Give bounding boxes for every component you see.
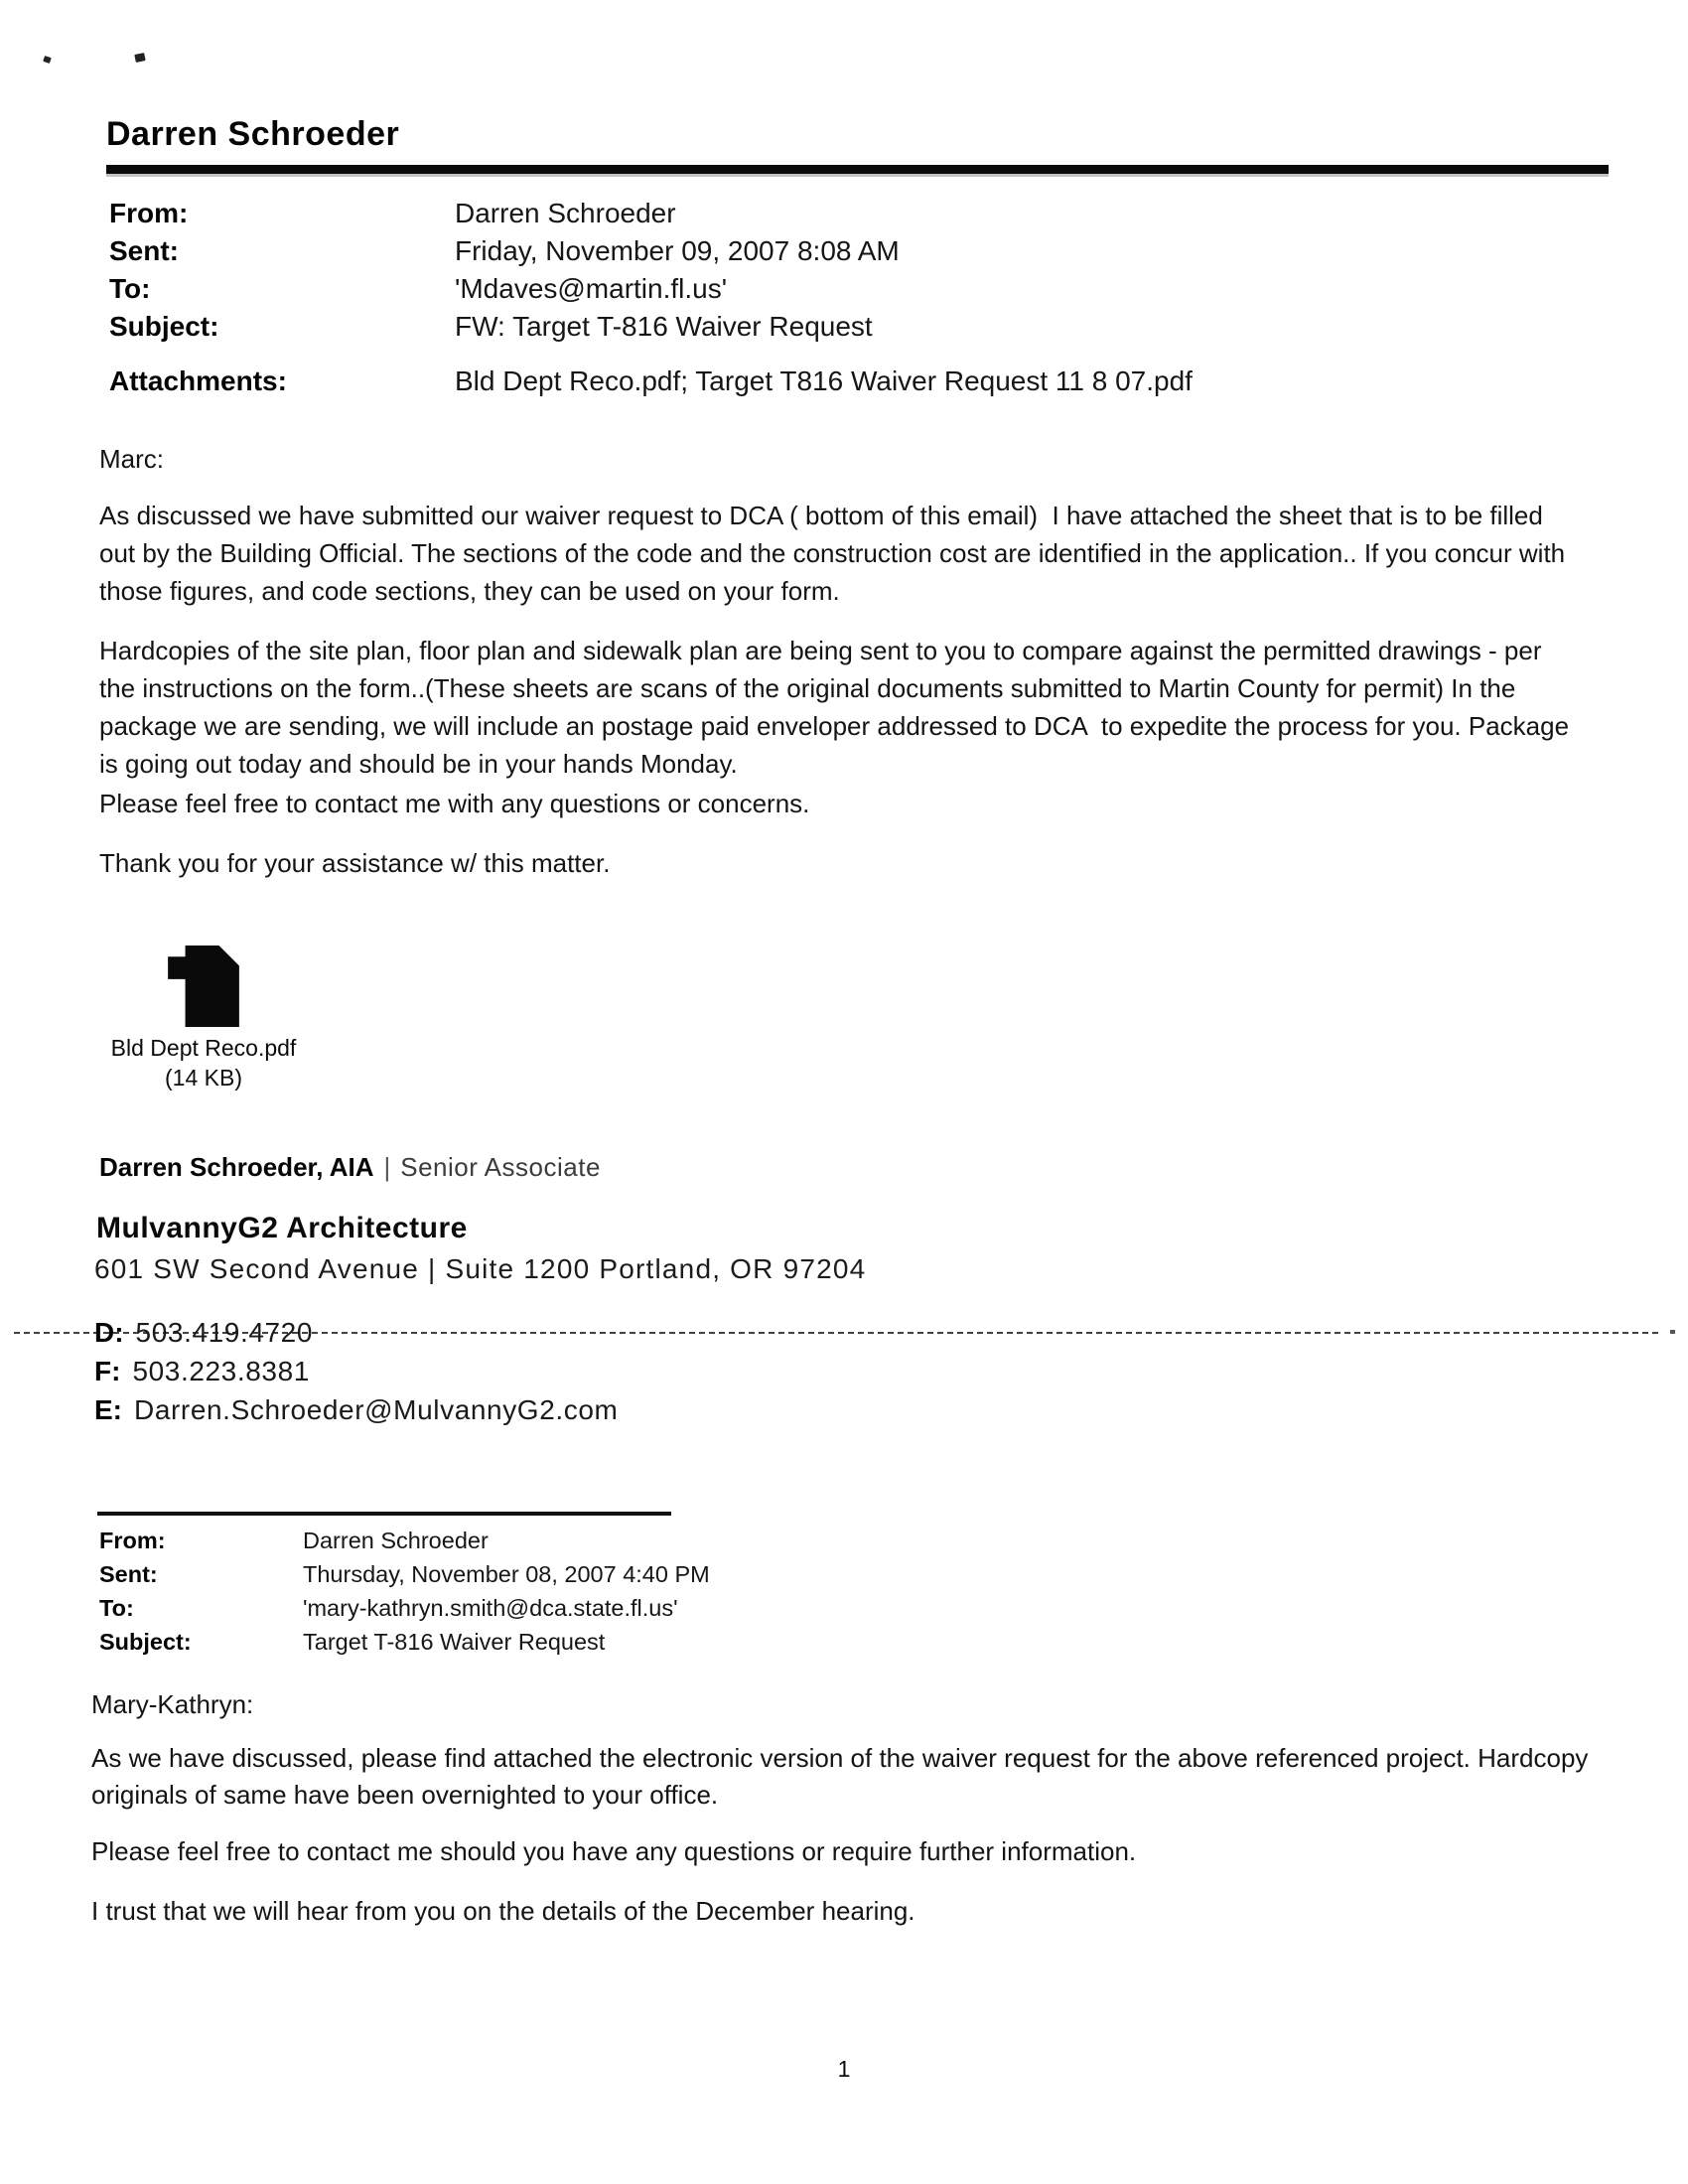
contact-fax <box>94 1352 618 1390</box>
contact-email-value: Darren.Schroeder@MulvannyG2.com <box>134 1394 619 1425</box>
attachments-label: Attachments: <box>109 365 287 396</box>
signature-company: MulvannyG2 Architecture <box>96 1212 468 1244</box>
scan-speck <box>134 53 145 63</box>
to-value: 'mary-kathryn.smith@dca.state.fl.us' <box>303 1595 678 1621</box>
contact-email-label: E: <box>94 1394 122 1425</box>
contact-direct-value: 503.419.4720 <box>135 1317 314 1348</box>
to-label: To: <box>99 1595 134 1621</box>
contact-fax-value: 503.223.8381 <box>132 1356 310 1386</box>
from-value: Darren Schroeder <box>455 198 676 228</box>
email1-greeting: Marc: <box>99 444 164 474</box>
from-label: From: <box>109 198 189 228</box>
account-owner-title: Darren Schroeder <box>106 115 400 153</box>
subject-label: Subject: <box>99 1629 192 1655</box>
email1-paragraph: As discussed we have submitted our waiver request to DCA ( bottom of this email) I have attached the sheet that is to be filled out by the Building Official. The sections of the code and the construction cost are identified in the application.. If you concur with those figures, and code sections, they can be used on your form. <box>99 501 1573 606</box>
email2-divider-rule <box>97 1512 671 1516</box>
signature-address: 601 SW Second Avenue | Suite 1200 Portland, OR 97204 <box>94 1253 867 1284</box>
pdf-document-icon <box>79 946 328 1033</box>
contact-email <box>94 1390 618 1429</box>
from-label: From: <box>99 1528 166 1553</box>
contact-direct-label: D: <box>94 1317 124 1348</box>
sent-value: Thursday, November 08, 2007 4:40 PM <box>303 1561 710 1587</box>
attachment-filesize: (14 KB) <box>165 1065 242 1091</box>
sent-label: Sent: <box>109 235 179 266</box>
from-value: Darren Schroeder <box>303 1528 489 1553</box>
email2-paragraph: Please feel free to contact me should you have any questions or require further information. <box>91 1836 1137 1866</box>
email2-paragraph: I trust that we will hear from you on the details of the December hearing. <box>91 1896 915 1926</box>
attachment-chip <box>79 946 328 1092</box>
contact-fax-label: F: <box>94 1356 121 1386</box>
signature-role: Senior Associate <box>400 1152 601 1182</box>
signature-name-line <box>99 1152 601 1183</box>
email1-attachments-row <box>109 364 1549 399</box>
email1-paragraph: Hardcopies of the site plan, floor plan and sidewalk plan are being sent to you to compare against the permitted drawings - per the instructions on the form..(These sheets are scans of the original documents submitted to Martin County for permit) In the package we are sending, we will include an postage paid enveloper addressed to DCA to expedite the process for you. Package is going out today and should be in your hands Monday. <box>99 636 1577 779</box>
subject-value: Target T-816 Waiver Request <box>303 1629 606 1655</box>
title-rule <box>106 165 1609 174</box>
to-value: 'Mdaves@martin.fl.us' <box>455 273 728 304</box>
email1-paragraph: Please feel free to contact me with any questions or concerns. <box>99 789 810 818</box>
sent-label: Sent: <box>99 1561 158 1587</box>
sent-value: Friday, November 09, 2007 8:08 AM <box>455 235 900 266</box>
email2-paragraph: As we have discussed, please find attached the electronic version of the waiver request for the above referenced project. Hardcopy originals of same have been overnighted to your office. <box>91 1743 1596 1810</box>
signature-separator: | <box>383 1152 391 1182</box>
signature-contacts <box>94 1313 618 1429</box>
attachment-filename: Bld Dept Reco.pdf <box>110 1035 297 1061</box>
contact-direct <box>94 1313 618 1352</box>
scan-speck <box>43 56 52 64</box>
signature-name: Darren Schroeder, AIA <box>99 1152 374 1182</box>
email1-paragraph: Thank you for your assistance w/ this matter. <box>99 848 611 878</box>
subject-value: FW: Target T-816 Waiver Request <box>455 311 873 342</box>
email1-header <box>109 195 1499 346</box>
page-number: 1 <box>837 2056 851 2082</box>
to-label: To: <box>109 273 151 304</box>
subject-label: Subject: <box>109 311 219 342</box>
attachments-value: Bld Dept Reco.pdf; Target T816 Waiver Request 11 8 07.pdf <box>455 365 1193 396</box>
scan-speck <box>1670 1330 1675 1334</box>
email2-greeting: Mary-Kathryn: <box>91 1689 254 1719</box>
email2-header <box>99 1524 993 1659</box>
